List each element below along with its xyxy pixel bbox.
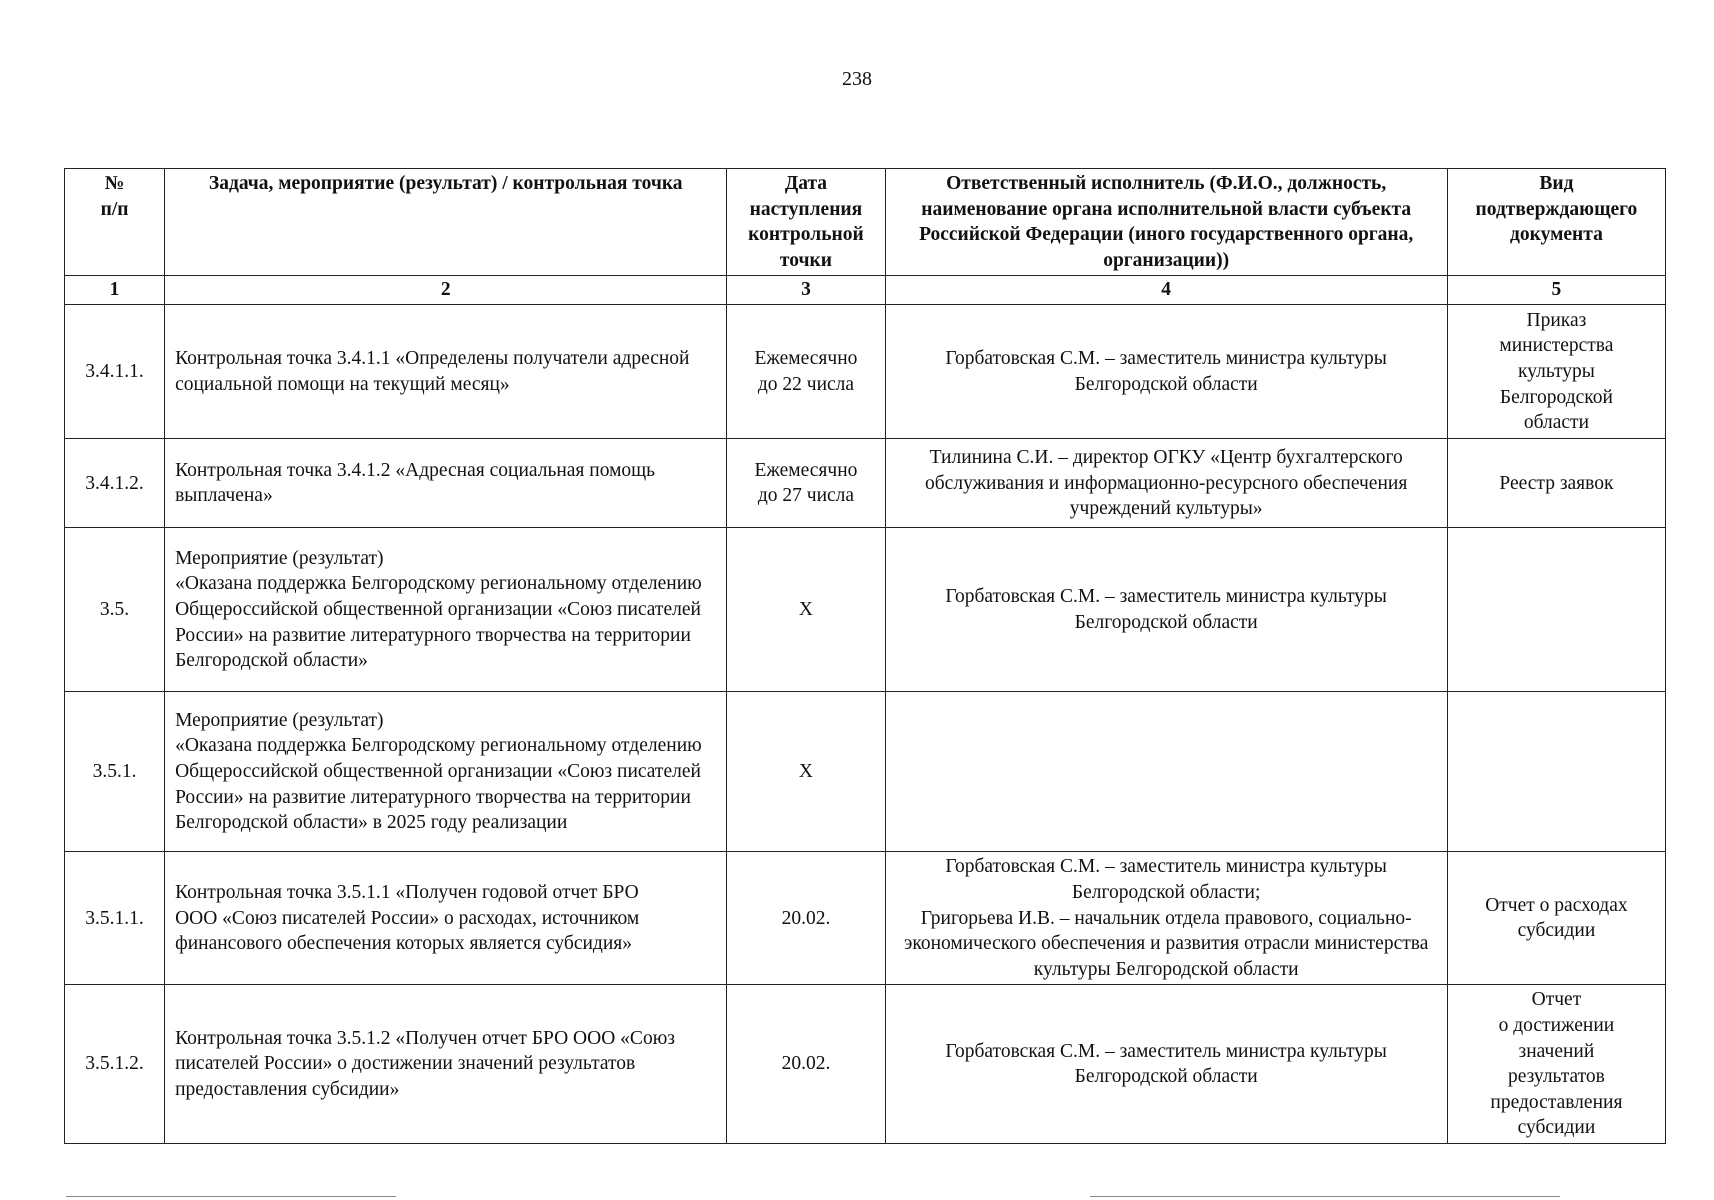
row-task: Контрольная точка 3.4.1.2 «Адресная социальная помощь выплачена» [165, 439, 727, 528]
row-document: Реестр заявок [1447, 439, 1665, 528]
row-date: Х [727, 528, 885, 692]
control-points-table [64, 168, 1666, 1144]
row-responsible: Тилинина С.И. – директор ОГКУ «Центр бухгалтерского обслуживания и информационно-ресурсного обеспечения учреждений культуры» [885, 439, 1447, 528]
row-number: 3.4.1.1. [65, 305, 165, 439]
column-number: 4 [885, 276, 1447, 305]
row-task: Мероприятие (результат) «Оказана поддержка Белгородскому региональному отделению Общероссийской общественной организации «Союз писателей России» на развитие литературного творчества на территории Белгородской области» [165, 528, 727, 692]
table-row [65, 852, 1666, 985]
row-date: 20.02. [727, 852, 885, 985]
row-number: 3.5. [65, 528, 165, 692]
scan-bottom-rule-right [1090, 1196, 1560, 1197]
page-number: 238 [842, 68, 872, 90]
row-responsible: Горбатовская С.М. – заместитель министра культуры Белгородской области [885, 528, 1447, 692]
column-number: 5 [1447, 276, 1665, 305]
row-document [1447, 692, 1665, 852]
row-date: Ежемесячно до 22 числа [727, 305, 885, 439]
scan-bottom-rule-left [66, 1196, 396, 1197]
header-date: Дата наступления контрольной точки [727, 169, 885, 276]
header-document: Вид подтверждающего документа [1447, 169, 1665, 276]
row-document: Отчет о достижении значений результатов предоставления субсидии [1447, 985, 1665, 1144]
row-number: 3.5.1. [65, 692, 165, 852]
row-document [1447, 528, 1665, 692]
row-responsible [885, 692, 1447, 852]
table-row [65, 439, 1666, 528]
column-number: 3 [727, 276, 885, 305]
table-row [65, 305, 1666, 439]
row-task: Контрольная точка 3.5.1.1 «Получен годовой отчет БРО ООО «Союз писателей России» о расходах, источником финансового обеспечения которых является субсидия» [165, 852, 727, 985]
row-task: Контрольная точка 3.4.1.1 «Определены получатели адресной социальной помощи на текущий месяц» [165, 305, 727, 439]
column-number: 2 [165, 276, 727, 305]
row-task: Мероприятие (результат) «Оказана поддержка Белгородскому региональному отделению Общероссийской общественной организации «Союз писателей России» на развитие литературного творчества на территории Белгородской области» в 2025 году реализации [165, 692, 727, 852]
row-responsible: Горбатовская С.М. – заместитель министра культуры Белгородской области [885, 305, 1447, 439]
row-responsible: Горбатовская С.М. – заместитель министра культуры Белгородской области [885, 985, 1447, 1144]
row-responsible: Горбатовская С.М. – заместитель министра культуры Белгородской области; Григорьева И.В. – начальник отдела правового, социально-экономического обеспечения и развития отрасли министерства культуры Белгородской области [885, 852, 1447, 985]
column-numbers-row [65, 276, 1666, 305]
header-task: Задача, мероприятие (результат) / контрольная точка [165, 169, 727, 276]
column-number: 1 [65, 276, 165, 305]
row-task: Контрольная точка 3.5.1.2 «Получен отчет БРО ООО «Союз писателей России» о достижении значений результатов предоставления субсидии» [165, 985, 727, 1144]
row-date: Ежемесячно до 27 числа [727, 439, 885, 528]
header-number: № п/п [65, 169, 165, 276]
table-header-row [65, 169, 1666, 276]
row-number: 3.5.1.2. [65, 985, 165, 1144]
row-document: Приказ министерства культуры Белгородской области [1447, 305, 1665, 439]
table-row [65, 985, 1666, 1144]
table-row [65, 528, 1666, 692]
header-responsible: Ответственный исполнитель (Ф.И.О., должность, наименование органа исполнительной власти субъекта Российской Федерации (иного государственного органа, организации)) [885, 169, 1447, 276]
row-number: 3.5.1.1. [65, 852, 165, 985]
table-row [65, 692, 1666, 852]
row-date: Х [727, 692, 885, 852]
row-document: Отчет о расходах субсидии [1447, 852, 1665, 985]
row-date: 20.02. [727, 985, 885, 1144]
row-number: 3.4.1.2. [65, 439, 165, 528]
